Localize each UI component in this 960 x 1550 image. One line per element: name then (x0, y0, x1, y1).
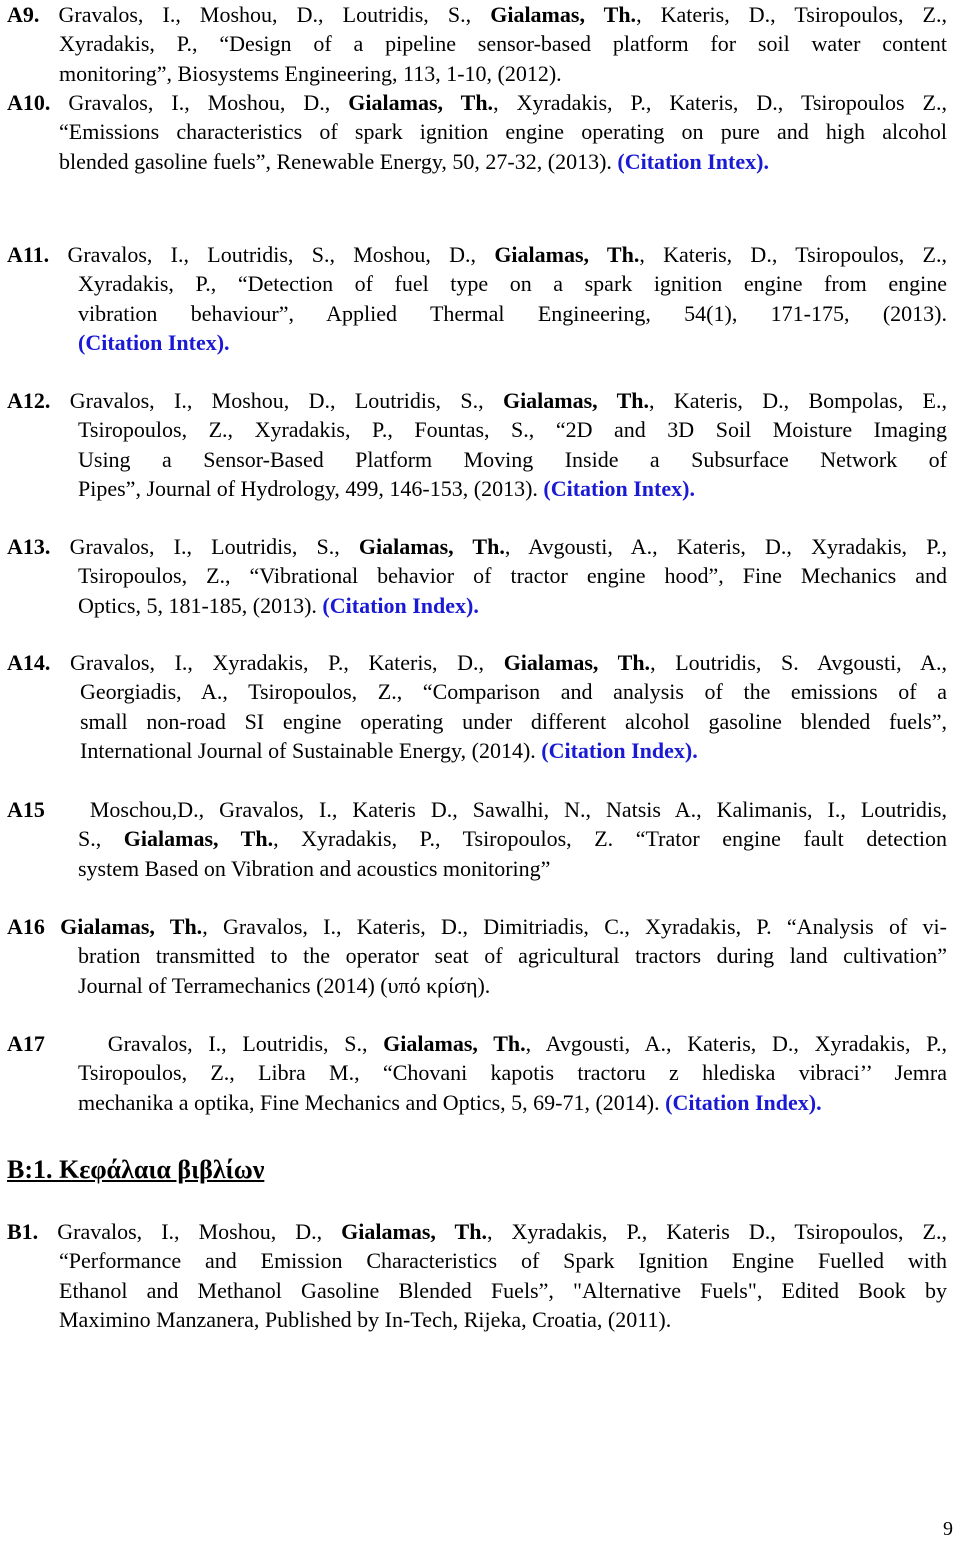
citation-note: (Citation Intex). (78, 329, 230, 355)
ref-text: , Kateris, D., Tsiropoulos, Z., (636, 2, 947, 27)
author-highlight: Gialamas, Th. (383, 1031, 526, 1056)
ref-text: Tsiropoulos, Z., Xyradakis, P., Fountas, S., “2D and 3D Soil Moisture Imaging (78, 417, 947, 443)
citation-note: (Citation Intex). (617, 148, 769, 174)
author-highlight: Gialamas, Th. (502, 388, 650, 413)
ref-text: Xyradakis, P., “Detection of fuel type on a spark ignition engine from engine (78, 271, 947, 297)
section-heading: B:1. Κεφάλαια βιβλίων (7, 1155, 265, 1184)
ref-label: A12. (7, 388, 51, 413)
ref-text: , Kateris, D., Bompolas, E., (649, 388, 947, 413)
ref-text: Gravalos, I., Moshou, D., Loutridis, S., (39, 2, 491, 27)
ref-text: Moschou,D., Gravalos, I., Kateris D., Sawalhi, N., Natsis A., Kalimanis, I., Loutridis, (44, 797, 947, 822)
ref-text: “Performance and Emission Characteristics of Spark Ignition Engine Fuelled with (59, 1248, 947, 1274)
ref-text: Optics, 5, 181-185, (2013). (78, 592, 323, 618)
ref-text: Gravalos, I., Moshou, D., (50, 90, 349, 115)
ref-text: , Xyradakis, P., Kateris, D., Tsiropoulos Z., (493, 90, 947, 115)
reference-a17 (7, 1029, 947, 1117)
ref-text: , Xyradakis, P., Tsiropoulos, Z. “Trator engine fault detection (273, 826, 947, 852)
citation-note: (Citation Index). (665, 1089, 822, 1115)
ref-label: A13. (7, 534, 51, 559)
ref-label: A17 (7, 1031, 45, 1056)
citation-note: (Citation Index). (541, 737, 698, 763)
ref-label: A10. (7, 90, 51, 115)
ref-text (45, 914, 60, 939)
reference-a16 (7, 912, 947, 1000)
reference-b1 (7, 1217, 947, 1334)
ref-label: A15 (7, 797, 45, 822)
author-highlight: Gialamas, Th. (358, 534, 505, 559)
ref-text: , Kateris, D., Tsiropoulos, Z., (639, 242, 947, 267)
ref-text: Pipes”, Journal of Hydrology, 499, 146-153, (2013). (78, 475, 544, 501)
ref-label: A9. (7, 2, 40, 27)
ref-text: , Xyradakis, P., Kateris D., Tsiropoulos, Z., (486, 1219, 947, 1244)
ref-text: Georgiadis, A., Tsiropoulos, Z., “Comparison and analysis of the emissions of a (80, 679, 947, 705)
reference-a13 (7, 532, 947, 620)
reference-a9 (7, 0, 947, 88)
ref-text: , Avgousti, A., Kateris, D., Xyradakis, P., (504, 534, 947, 559)
ref-text: Tsiropoulos, Z., “Vibrational behavior of tractor engine hood”, Fine Mechanics and (78, 563, 947, 589)
ref-label: B1. (7, 1219, 39, 1244)
ref-text: Journal of Terramechanics (2014) (υπό κρίση). (78, 972, 491, 998)
reference-a15 (7, 795, 947, 883)
author-highlight: Gialamas, Th. (348, 90, 494, 115)
ref-text: Ethanol and Methanol Gasoline Blended Fuels”, "Alternative Fuels", Edited Book by (59, 1277, 947, 1303)
ref-label: A11. (7, 242, 50, 267)
ref-text: vibration behaviour”, Applied Thermal Engineering, 54(1), 171-175, (2013). (78, 300, 947, 326)
ref-text: Maximino Manzanera, Published by In-Tech, Rijeka, Croatia, (2011). (59, 1306, 672, 1332)
ref-text: Gravalos, I., Moshou, D., (38, 1219, 342, 1244)
page-number: 9 (943, 1518, 953, 1540)
ref-text: , Gravalos, I., Kateris, D., Dimitriadis, C., Xyradakis, P. “Analysis of vi- (202, 914, 947, 939)
author-highlight: Gialamas, Th. (341, 1219, 487, 1244)
citation-note: (Citation Index). (322, 592, 479, 618)
ref-text: system Based on Vibration and acoustics monitoring” (78, 855, 551, 881)
author-highlight: Gialamas, Th. (503, 650, 651, 675)
author-highlight: Gialamas, Th. (123, 826, 274, 852)
author-highlight: Gialamas, Th. (490, 2, 637, 27)
ref-label: A16 (7, 914, 45, 939)
ref-text: , Avgousti, A., Kateris, D., Xyradakis, P., (525, 1031, 947, 1056)
ref-text: , Loutridis, S. Avgousti, A., (650, 650, 947, 675)
ref-text: Gravalos, I., Loutridis, S., (50, 534, 359, 559)
reference-a11 (7, 240, 947, 357)
ref-text: blended gasoline fuels”, Renewable Energy, 50, 27-32, (2013). (59, 148, 618, 174)
reference-a14 (7, 648, 947, 765)
ref-text: Gravalos, I., Moshou, D., Loutridis, S., (50, 388, 503, 413)
reference-a10 (7, 88, 947, 176)
ref-text: Tsiropoulos, Z., Libra M., “Chovani kapotis tractoru z hlediska vibraci’’ Jemra (78, 1060, 947, 1086)
ref-text: Gravalos, I., Loutridis, S., Moshou, D., (49, 242, 495, 267)
ref-text: Gravalos, I., Xyradakis, P., Kateris, D., (50, 650, 504, 675)
author-highlight: Gialamas, Th. (494, 242, 640, 267)
ref-text: “Emissions characteristics of spark ignition engine operating on pure and high alcohol (59, 119, 947, 145)
ref-text: monitoring”, Biosystems Engineering, 113, 1-10, (2012). (59, 60, 562, 86)
citation-note: (Citation Intex). (543, 475, 695, 501)
ref-text: International Journal of Sustainable Energy, (2014). (80, 737, 542, 763)
author-highlight: Gialamas, Th. (60, 914, 203, 939)
ref-text: Using a Sensor-Based Platform Moving Inside a Subsurface Network of (78, 446, 947, 472)
ref-text: small non-road SI engine operating under different alcohol gasoline blended fuels”, (80, 708, 947, 734)
ref-label: A14. (7, 650, 51, 675)
ref-text: Xyradakis, P., “Design of a pipeline sensor-based platform for soil water content (59, 31, 947, 57)
ref-text: Gravalos, I., Loutridis, S., (44, 1031, 384, 1056)
ref-text: bration transmitted to the operator seat of agricultural tractors during land cultivation” (78, 943, 947, 969)
ref-text: mechanika a optika, Fine Mechanics and Optics, 5, 69-71, (2014). (78, 1089, 666, 1115)
reference-a12 (7, 386, 947, 503)
ref-text: S., (78, 826, 124, 852)
